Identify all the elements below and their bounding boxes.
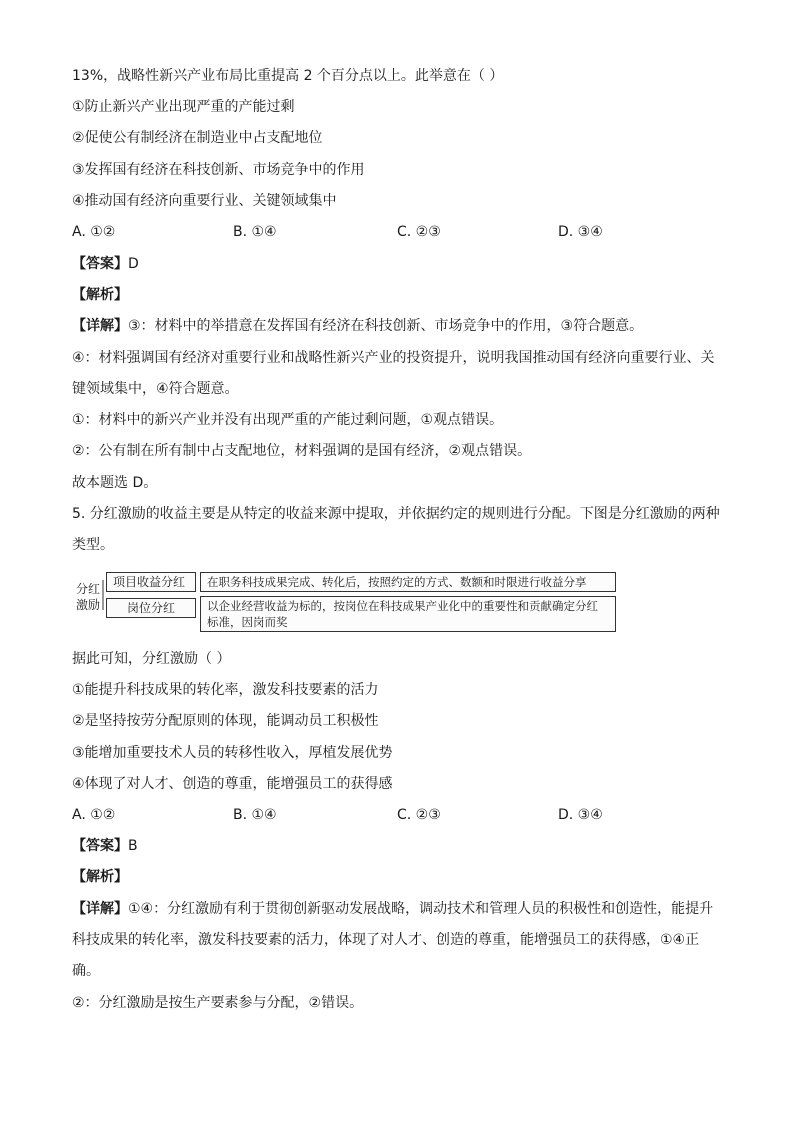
q4-option-b: B. ①④ [233,224,277,240]
diagram-label-line-1: 分红 [76,582,101,596]
q4-detail-2: ④：材料强调国有经济对重要行业和战略性新兴产业的投资提升，说明我国推动国有经济向重要行业、关 [72,350,715,366]
type-position-dividend: 岗位分红 [106,598,196,618]
answer-tag: 【答案】 [72,838,128,854]
type-position-dividend-desc: 以企业经营收益为标的，按岗位在科技成果产业化中的重要性和贡献确定分红 标准，因岗而奖 [200,596,616,632]
detail-tag: 【详解】 [72,901,128,917]
q4-option-d: D. ③④ [558,224,603,240]
answer-tag: 【答案】 [72,256,128,272]
q5-option-a: A. ①② [72,807,116,823]
q4-analysis-tag: 【解析】 [72,287,128,303]
q5-item-2: ②是坚持按劳分配原则的体现，能调动员工积极性 [72,713,379,729]
q5-question: 据此可知，分红激励（ ） [72,651,231,667]
q5-detail-2: 科技成果的转化率，激发科技要素的活力，体现了对人才、创造的尊重，能增强员工的获得感，①④正 [72,932,700,948]
type-project-dividend-desc: 在职务科技成果完成、转化后，按照约定的方式、数额和时限进行收益分享 [200,572,616,592]
dividend-incentive-diagram [72,566,620,636]
q5-detail-1: 【详解】①④：分红激励有利于贯彻创新驱动发展战略，调动技术和管理人员的积极性和创造性，能提升 [72,901,714,917]
q5-detail-3: 确。 [72,963,100,979]
q4-option-c: C. ②③ [397,224,441,240]
q5-stem-line-1: 5. 分红激励的收益主要是从特定的收益来源中提取，并依据约定的规则进行分配。下图是分红激励的两种 [72,506,720,522]
q5-item-4: ④体现了对人才、创造的尊重，能增强员工的获得感 [72,776,393,792]
answer-value: D [128,256,139,272]
q4-stem: 13%，战略性新兴产业布局比重提高 2 个百分点以上。此举意在（ ） [72,68,504,84]
q4-item-1: ①防止新兴产业出现严重的产能过剩 [72,99,295,115]
q5-option-c: C. ②③ [397,807,441,823]
q4-item-2: ②促使公有制经济在制造业中占支配地位 [72,130,323,146]
q4-conclusion: 故本题选 D。 [72,475,158,491]
q4-item-3: ③发挥国有经济在科技创新、市场竞争中的作用 [72,162,365,178]
q5-item-3: ③能增加重要技术人员的转移性收入，厚植发展优势 [72,745,393,761]
q5-item-1: ①能提升科技成果的转化率，激发科技要素的活力 [72,682,379,698]
q5-stem-line-2: 类型。 [72,537,114,553]
type-project-dividend: 项目收益分红 [106,572,196,592]
diagram-label-line-2: 激励 [76,598,101,612]
q4-option-a: A. ①② [72,224,116,240]
q4-detail-1: 【详解】③：材料中的举措意在发挥国有经济在科技创新、市场竞争中的作用，③符合题意。 [72,318,644,334]
q5-analysis-tag: 【解析】 [72,869,128,885]
q4-answer [72,254,732,274]
q5-answer [72,836,732,856]
q4-item-4: ④推动国有经济向重要行业、关键领域集中 [72,193,337,209]
q5-option-b: B. ①④ [233,807,277,823]
q4-detail-3: 键领域集中，④符合题意。 [72,381,239,397]
detail-tag: 【详解】 [72,318,128,334]
answer-value: B [128,838,138,854]
q5-option-d: D. ③④ [558,807,603,823]
q5-detail-4: ②：分红激励是按生产要素参与分配，②错误。 [72,995,364,1011]
q4-detail-5: ②：公有制在所有制中占支配地位，材料强调的是国有经济，②观点错误。 [72,443,532,459]
q4-detail-4: ①：材料中的新兴产业并没有出现严重的产能过剩问题，①观点错误。 [72,412,504,428]
